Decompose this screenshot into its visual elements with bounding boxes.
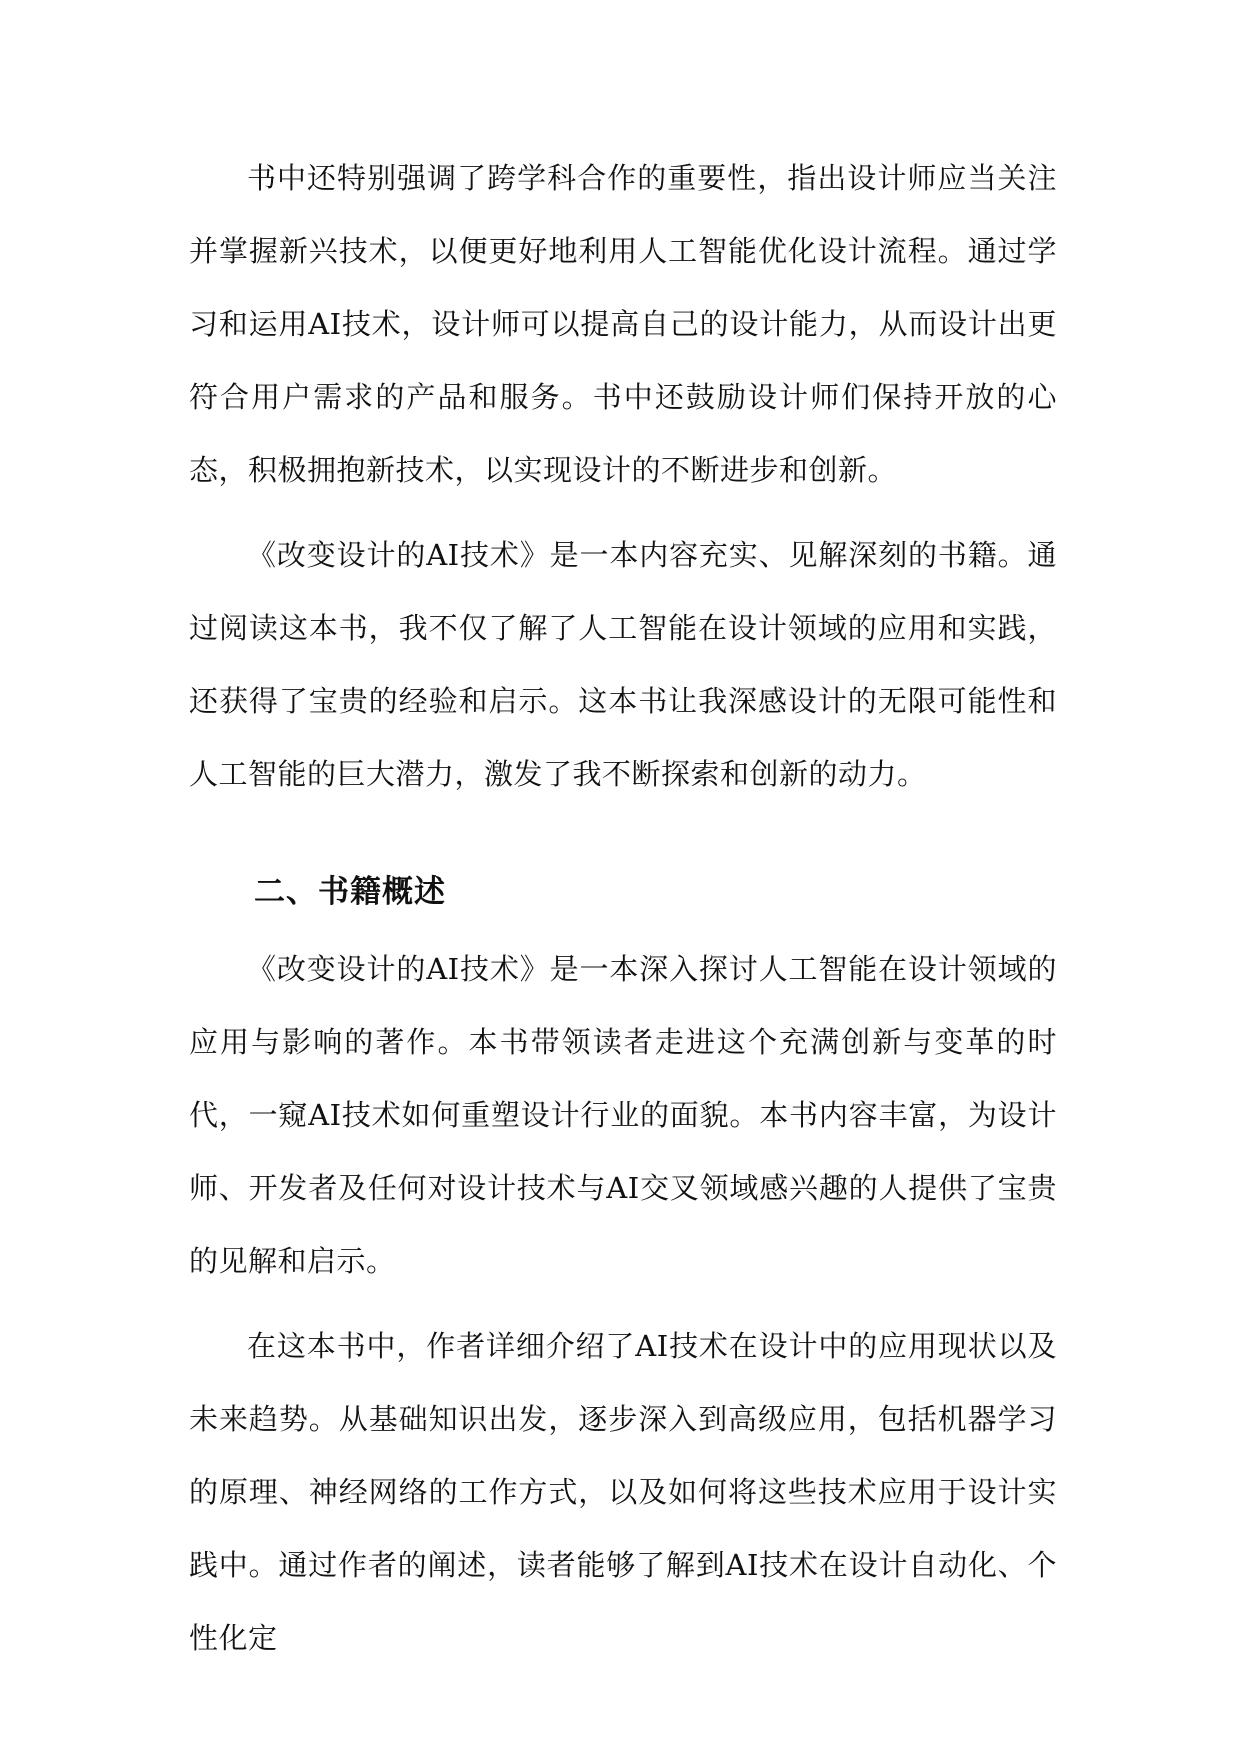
section-heading: 二、书籍概述 <box>254 874 446 910</box>
document-body <box>189 142 1057 1687</box>
body-paragraph: 在这本书中，作者详细介绍了AI技术在设计中的应用现状以及未来趋势。从基础知识出发，逐步深入到高级应用，包括机器学习的原理、神经网络的工作方式，以及如何将这些技术应用于设计实践中。通过作者的阐述，读者能够了解到AI技术在设计自动化、个性化定 <box>189 1329 1057 1655</box>
body-paragraph: 《改变设计的AI技术》是一本内容充实、见解深刻的书籍。通过阅读这本书，我不仅了解了人工智能在设计领域的应用和实践，还获得了宝贵的经验和启示。这本书让我深感设计的无限可能性和人工智能的巨大潜力，激发了我不断探索和创新的动力。 <box>189 538 1057 791</box>
body-paragraph: 《改变设计的AI技术》是一本深入探讨人工智能在设计领域的应用与影响的著作。本书带领读者走进这个充满创新与变革的时代，一窥AI技术如何重塑设计行业的面貌。本书内容丰富，为设计师、开发者及任何对设计技术与AI交叉领域感兴趣的人提供了宝贵的见解和启示。 <box>189 952 1057 1278</box>
body-paragraph: 书中还特别强调了跨学科合作的重要性，指出设计师应当关注并掌握新兴技术，以便更好地利用人工智能优化设计流程。通过学习和运用AI技术，设计师可以提高自己的设计能力，从而设计出更符合用户需求的产品和服务。书中还鼓励设计师们保持开放的心态，积极拥抱新技术，以实现设计的不断进步和创新。 <box>189 161 1057 487</box>
